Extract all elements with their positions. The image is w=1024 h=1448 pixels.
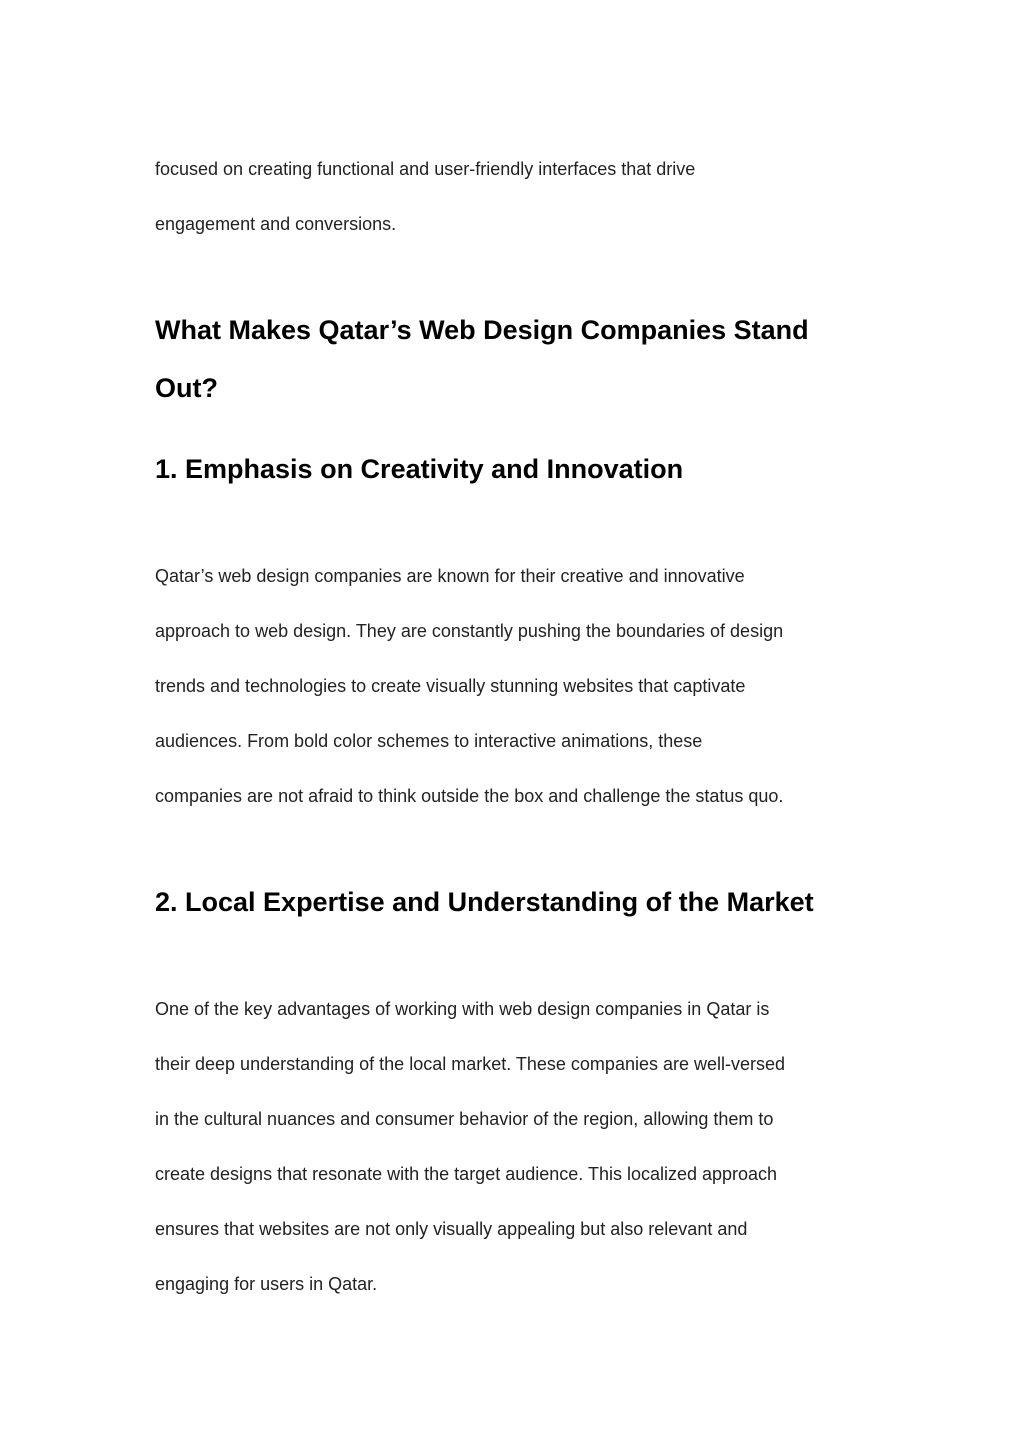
section-2-line-6: engaging for users in Qatar.	[155, 1274, 378, 1294]
section-1-line-2: approach to web design. They are constantly pushing the boundaries of design	[155, 621, 784, 641]
section-2-line-1: One of the key advantages of working with web design companies in Qatar is	[155, 999, 770, 1019]
section-1-heading: 1. Emphasis on Creativity and Innovation	[155, 454, 684, 484]
main-heading-line-2: Out?	[155, 373, 218, 403]
section-2-line-3: in the cultural nuances and consumer behavior of the region, allowing them to	[155, 1109, 774, 1129]
section-1-line-5: companies are not afraid to think outside the box and challenge the status quo.	[155, 786, 784, 806]
section-2-line-4: create designs that resonate with the target audience. This localized approach	[155, 1164, 778, 1184]
intro-line-1: focused on creating functional and user-friendly interfaces that drive	[155, 159, 696, 179]
section-1-line-1: Qatar’s web design companies are known for their creative and innovative	[155, 566, 745, 586]
section-2-line-2: their deep understanding of the local market. These companies are well-versed	[155, 1054, 786, 1074]
intro-line-2: engagement and conversions.	[155, 214, 397, 234]
main-heading-line-1: What Makes Qatar’s Web Design Companies Stand	[155, 315, 809, 345]
section-1-line-4: audiences. From bold color schemes to interactive animations, these	[155, 731, 703, 751]
section-2-line-5: ensures that websites are not only visually appealing but also relevant and	[155, 1219, 748, 1239]
section-2-heading: 2. Local Expertise and Understanding of the Market	[155, 887, 814, 917]
section-1-line-3: trends and technologies to create visually stunning websites that captivate	[155, 676, 746, 696]
